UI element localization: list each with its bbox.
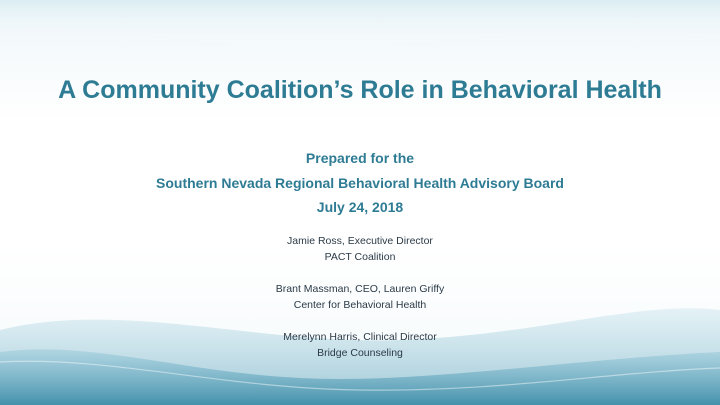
presenter-group xyxy=(0,281,720,313)
subtitle-date: July 24, 2018 xyxy=(316,199,404,215)
slide-title: A Community Coalition’s Role in Behavioral Health xyxy=(58,76,662,104)
presenter-organization: Bridge Counseling xyxy=(317,347,403,359)
presenters-list xyxy=(0,233,720,377)
presenter-group xyxy=(0,329,720,361)
presenter-organization: PACT Coalition xyxy=(324,251,396,263)
presenter-name: Jamie Ross, Executive Director xyxy=(287,235,433,247)
presenter-organization: Center for Behavioral Health xyxy=(293,299,427,311)
presenter-group xyxy=(0,233,720,265)
subtitle-prepared-for: Prepared for the xyxy=(305,150,415,166)
presenter-name: Brant Massman, CEO, Lauren Griffy xyxy=(275,283,445,295)
presenter-name: Merelynn Harris, Clinical Director xyxy=(283,331,437,343)
subtitle-board-name: Southern Nevada Regional Behavioral Health Advisory Board xyxy=(156,175,564,191)
top-wave xyxy=(0,0,720,48)
